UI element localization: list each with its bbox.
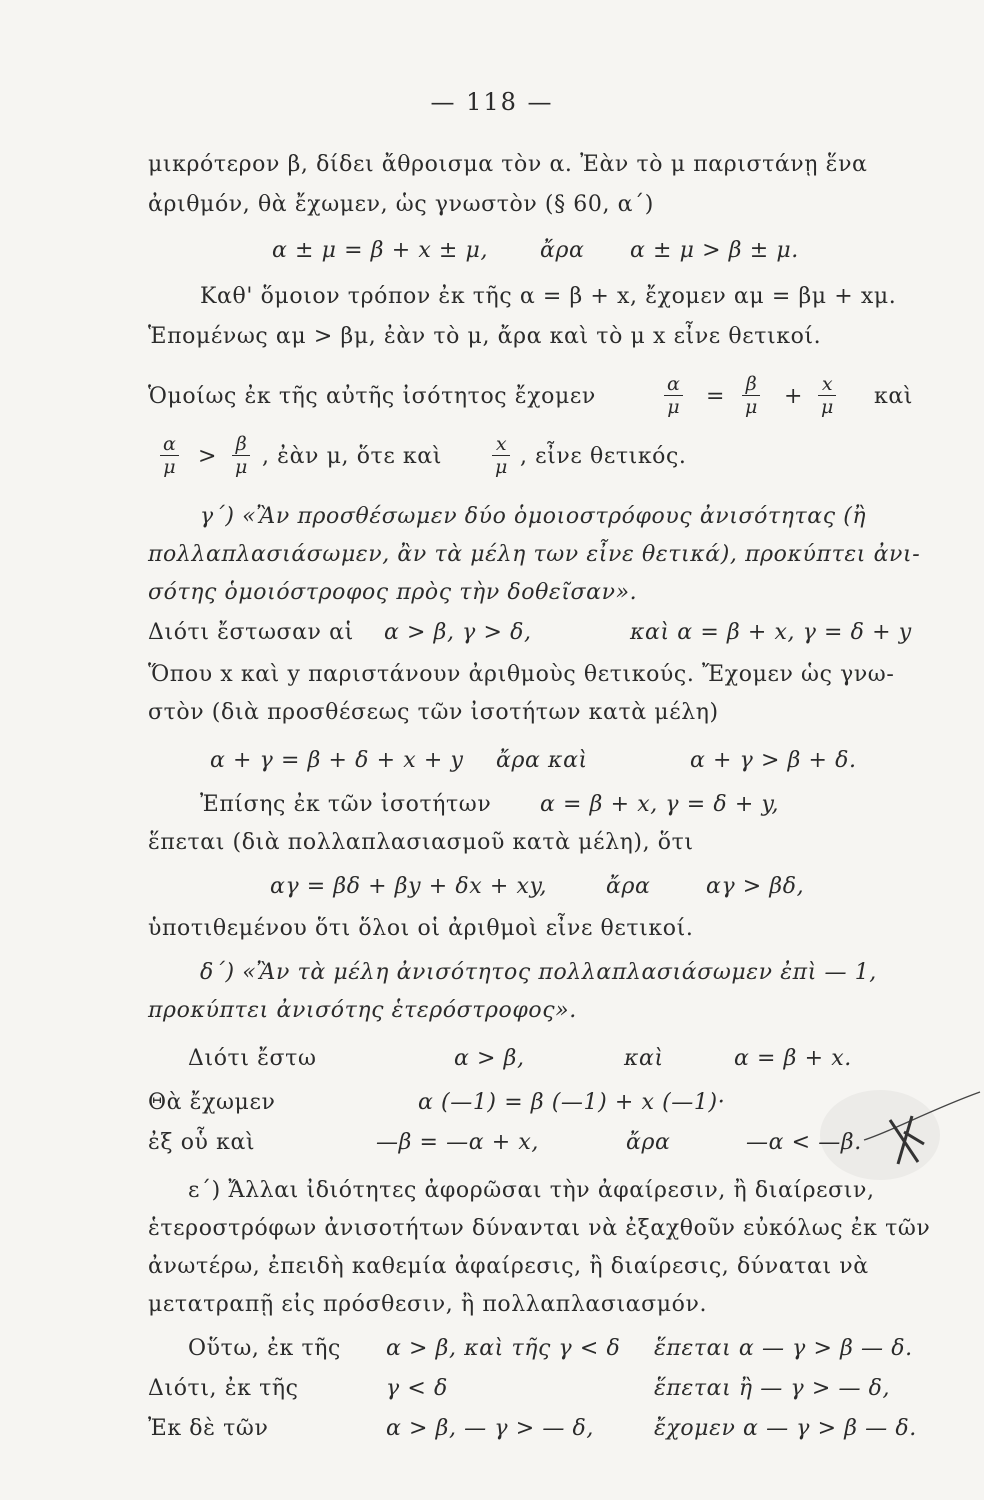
formula: α ± μ = β + x ± μ, [272, 238, 489, 263]
text-line: ἐξ οὗ καὶ [148, 1130, 256, 1155]
text-line: Διότι ἔστω [188, 1046, 317, 1071]
fraction-numerator: β [742, 373, 760, 396]
text-line: Ἑπομένως αμ > βμ, ἐὰν τὸ μ, ἄρα καὶ τὸ μ x εἶνε θετικοί. [148, 324, 822, 349]
text-word: καὶ [624, 1046, 664, 1071]
text-line: προκύπτει ἀνισότης ἑτερόστροφος». [148, 998, 577, 1023]
fraction [492, 433, 510, 478]
fraction-numerator: α [664, 373, 683, 396]
pencil-mark [860, 1080, 984, 1190]
fraction-numerator: x [818, 373, 836, 396]
text-word: ἄρα [540, 238, 585, 263]
text-line: Οὕτω, ἐκ τῆς [188, 1336, 341, 1361]
text-word: καὶ [874, 384, 914, 409]
fraction [160, 433, 179, 478]
formula: α > β, καὶ τῆς γ < δ [386, 1336, 621, 1361]
text-line: σότης ὁμοιόστροφος πρὸς τὴν δοθεῖσαν». [148, 580, 638, 605]
text-line: Ὁμοίως ἐκ τῆς αὐτῆς ἰσότητος ἔχομεν [148, 384, 596, 409]
formula: —β = —α + x, [376, 1130, 540, 1155]
fraction-denominator: μ [667, 396, 680, 418]
fraction-numerator: x [492, 433, 510, 456]
text-line: , ἐὰν μ, ὅτε καὶ [262, 444, 442, 469]
text-word: ἄρα καὶ [496, 748, 588, 773]
text-line: ἀνωτέρω, ἐπειδὴ καθεμία ἀφαίρεσις, ἢ διαίρεσις, δύναται νὰ [148, 1254, 869, 1279]
text-line: , εἶνε θετικός. [520, 444, 687, 469]
fraction-denominator: μ [235, 456, 248, 478]
text-word: ἄρα [626, 1130, 671, 1155]
formula: ἕπεται α — γ > β — δ. [654, 1336, 913, 1361]
text-line: Ἐπίσης ἐκ τῶν ἰσοτήτων [200, 792, 492, 817]
text-line: δ΄) «Ἂν τὰ μέλη ἀνισότητος πολλαπλασιάσωμεν ἐπὶ — 1, [200, 960, 877, 985]
formula: α > β, — γ > — δ, [386, 1416, 594, 1441]
fraction [664, 373, 683, 418]
formula: α > β, [454, 1046, 525, 1071]
text-line: Διότι ἔστωσαν αἱ [148, 620, 354, 645]
fraction-numerator: β [232, 433, 250, 456]
formula: α (—1) = β (—1) + x (—1)· [418, 1090, 726, 1115]
greater-sign: > [198, 444, 218, 469]
fraction [232, 433, 250, 478]
formula: καὶ α = β + x, γ = δ + y [630, 620, 912, 645]
fraction [742, 373, 760, 418]
text-line: ἀριθμόν, θὰ ἔχωμεν, ὡς γνωστὸν (§ 60, α΄) [148, 192, 654, 217]
fraction-denominator: μ [495, 456, 508, 478]
formula: αγ = βδ + βy + δx + xy, [270, 874, 548, 899]
formula: α ± μ > β ± μ. [630, 238, 799, 263]
text-line: ε΄) Ἄλλαι ἰδιότητες ἀφορῶσαι τὴν ἀφαίρεσιν, ἢ διαίρεσιν, [188, 1178, 875, 1203]
text-line: ἕπεται (διὰ πολλαπλασιασμοῦ κατὰ μέλη), ὅτι [148, 830, 694, 855]
fraction-denominator: μ [745, 396, 758, 418]
text-line: Ἐκ δὲ τῶν [148, 1416, 269, 1441]
formula: α = β + x. [734, 1046, 852, 1071]
formula: γ < δ [386, 1376, 448, 1401]
text-line: ἑτεροστρόφων ἀνισοτήτων δύνανται νὰ ἐξαχθοῦν εὐκόλως ἐκ τῶν [148, 1216, 931, 1241]
formula: α = β + x, γ = δ + y, [540, 792, 780, 817]
fraction-numerator: α [160, 433, 179, 456]
text-line: ὑποτιθεμένου ὅτι ὅλοι οἱ ἀριθμοὶ εἶνε θετικοί. [148, 916, 694, 941]
text-line: Ὅπου x καὶ y παριστάνουν ἀριθμοὺς θετικούς. Ἔχομεν ὡς γνω- [148, 662, 895, 687]
text-line: Θὰ ἔχωμεν [148, 1090, 276, 1115]
text-line: στὸν (διὰ προσθέσεως τῶν ἰσοτήτων κατὰ μέλη) [148, 700, 719, 725]
text-line: Καθ' ὅμοιον τρόπον ἐκ τῆς α = β + x, ἔχομεν αμ = βμ + xμ. [200, 284, 897, 309]
formula: ἕπεται ἢ — γ > — δ, [654, 1376, 891, 1401]
text-line: γ΄) «Ἂν προσθέσωμεν δύο ὁμοιοστρόφους ἀνισότητας (ἢ [200, 504, 867, 529]
fraction-denominator: μ [821, 396, 834, 418]
formula: α + γ > β + δ. [690, 748, 857, 773]
fraction [818, 373, 836, 418]
plus-sign: + [784, 384, 804, 409]
text-line: μετατραπῇ εἰς πρόσθεσιν, ἢ πολλαπλασιασμόν. [148, 1292, 708, 1317]
formula: ἔχομεν α — γ > β — δ. [654, 1416, 917, 1441]
formula: α > β, γ > δ, [384, 620, 532, 645]
text-line: πολλαπλασιάσωμεν, ἂν τὰ μέλη των εἶνε θετικά), προκύπτει ἀνι- [148, 542, 921, 567]
text-line: μικρότερον β, δίδει ἄθροισμα τὸν α. Ἐὰν τὸ μ παριστάνῃ ἕνα [148, 152, 868, 177]
formula: —α < —β. [746, 1130, 862, 1155]
text-word: ἄρα [606, 874, 651, 899]
formula: αγ > βδ, [706, 874, 805, 899]
fraction-denominator: μ [163, 456, 176, 478]
text-line: Διότι, ἐκ τῆς [148, 1376, 299, 1401]
equals-sign: = [706, 384, 726, 409]
page-number: — 118 — [430, 88, 554, 116]
formula: α + γ = β + δ + x + y [210, 748, 464, 773]
